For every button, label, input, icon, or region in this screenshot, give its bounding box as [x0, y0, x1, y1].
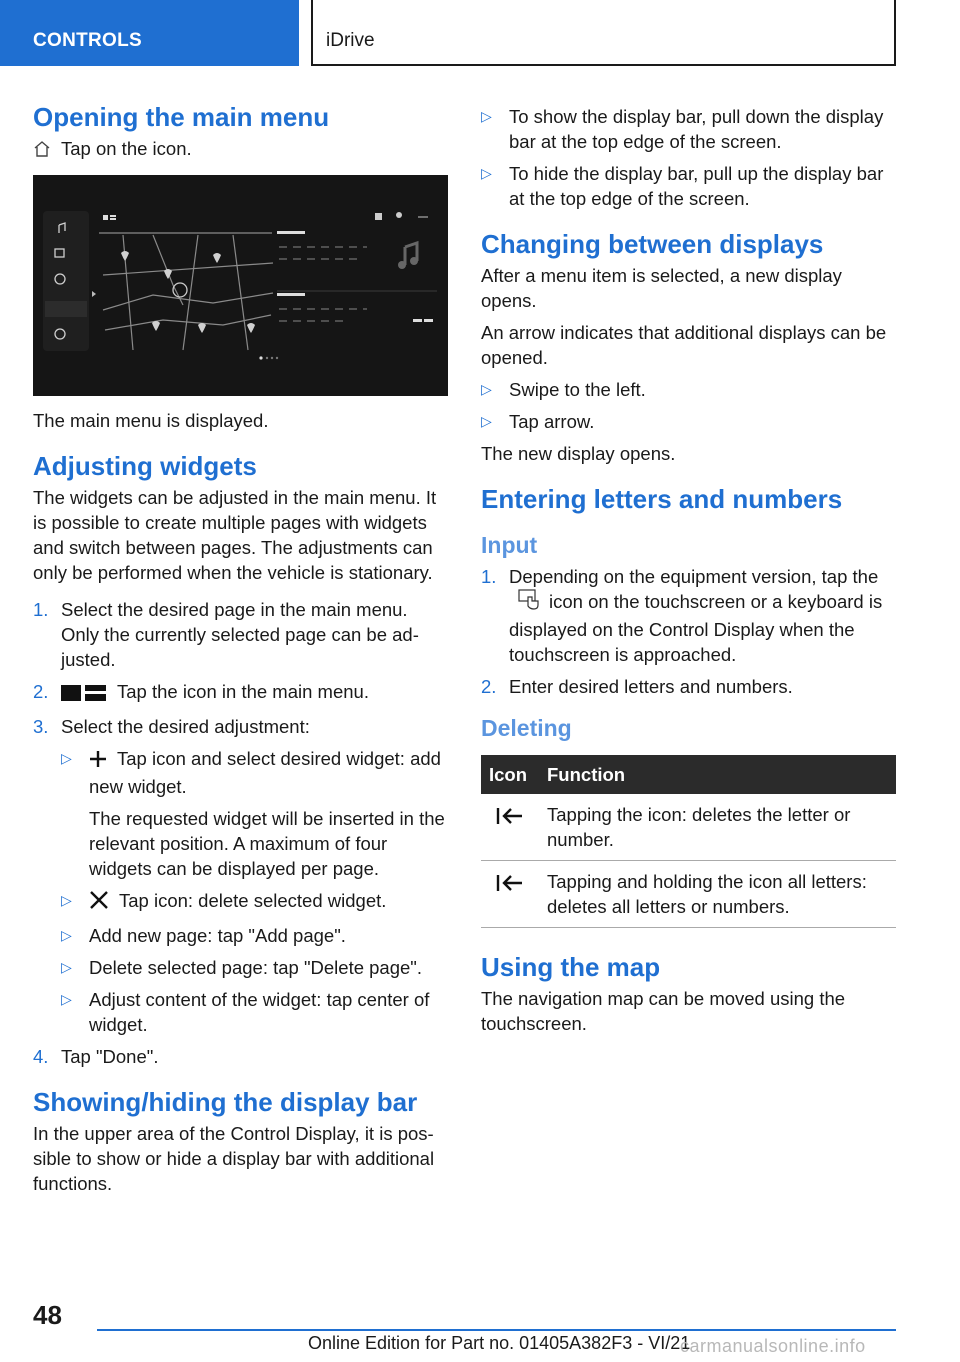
list-item: ▷ Tap icon and select desired widget: add new widget. The requested widget will be inserted in the relevant position. A maximum of four widgets can be displayed per page.: [61, 748, 445, 879]
list-item: 2. Tap the icon in the main menu.: [33, 679, 448, 707]
triangle-bullet-icon: ▷: [61, 991, 72, 1007]
main-menu-displayed-text: The main menu is displayed.: [33, 410, 269, 431]
touch-hand-icon: [517, 589, 541, 617]
list-item: ▷ Adjust content of the widget: tap center of widget.: [61, 989, 430, 1035]
heading-adjusting-widgets: Adjusting widgets: [33, 451, 257, 481]
widget-layout-icon: [61, 682, 107, 707]
section-title: CONTROLS: [33, 30, 143, 51]
chapter-title: iDrive: [326, 30, 375, 51]
triangle-bullet-icon: ▷: [61, 959, 72, 975]
list-item: 1. Select the desired page in the main menu. Only the currently selected page can be adjusted.: [33, 599, 419, 670]
heading-deleting: Deleting: [481, 715, 572, 741]
triangle-bullet-icon: ▷: [481, 413, 492, 429]
list-item: ▷ To hide the display bar, pull up the display bar at the top edge of the screen.: [481, 163, 884, 209]
backspace-icon: [495, 809, 525, 830]
footer-divider: [97, 1329, 896, 1331]
widgets-intro-text: The widgets can be adjusted in the main menu. It is possible to create multiple pages with widgets and switch between pages. The adjustments can only be performed when the vehicle is stationary.: [33, 487, 437, 583]
list-item: ▷ Delete selected page: tap "Delete page".: [61, 957, 422, 978]
display-bar-intro-text: In the upper area of the Control Display, it is possible to show or hide a display bar with additional functions.: [33, 1123, 435, 1194]
heading-changing-displays: Changing between displays: [481, 229, 824, 259]
plus-icon: [89, 749, 107, 774]
column-header-icon: Icon: [481, 755, 539, 794]
page-number: 48: [33, 1300, 62, 1330]
right-column: ▷ To show the display bar, pull down the display bar at the top edge of the screen. ▷ To hide the display bar, pull up the display bar at the top edge of the screen. Changing between displays After a menu item is selected, a new display opens. An arrow indicates that additional displays can be opened. ▷ Swipe to the left. ▷ Tap arrow. The new display opens. Entering letters and numbers Input 1. Depending on the equipment version, tap the icon on the touchscreen or a keyboard is displayed on the Control Display when the touchscreen is approached. 2. Enter desired letters and numbers. Deleting Icon Function Tapping the icon: deletes the letter or number. Tapping and holding the icon all letters: deletes all letters or numbers. Using the map The navigation map can be moved using the touchscreen.: [481, 104, 896, 1043]
triangle-bullet-icon: ▷: [61, 750, 72, 766]
heading-opening-main-menu: Opening the main menu: [33, 102, 330, 132]
table-row: Tapping and holding the icon all letters: deletes all letters or numbers.: [481, 861, 896, 928]
list-item: 1. Depending on the equipment version, tap the icon on the touchscreen or a keyboard is displayed on the Control Display when the touchscreen is approached.: [481, 566, 883, 665]
heading-entering-letters: Entering letters and numbers: [481, 484, 843, 514]
changing-displays-list: [481, 377, 896, 434]
list-item: ▷ Tap icon: delete selected widget.: [61, 888, 448, 916]
left-column: [33, 100, 448, 1203]
triangle-bullet-icon: ▷: [61, 927, 72, 943]
list-item: ▷ Swipe to the left.: [481, 379, 646, 400]
triangle-bullet-icon: ▷: [481, 108, 492, 124]
list-item: ▷ To show the display bar, pull down the display bar at the top edge of the screen.: [481, 106, 884, 152]
widget-steps-list: [33, 597, 448, 1069]
column-header-function: Function: [539, 755, 896, 794]
heading-using-map: Using the map: [481, 952, 661, 982]
input-steps-list: [481, 564, 896, 699]
watermark: carmanualsonline.info: [680, 1336, 866, 1356]
triangle-bullet-icon: ▷: [481, 381, 492, 397]
triangle-bullet-icon: ▷: [61, 892, 72, 908]
main-menu-screenshot: [33, 175, 448, 396]
section-tab: [0, 0, 299, 66]
heading-input: Input: [481, 532, 538, 558]
footer-edition: Online Edition for Part no. 01405A382F3 - VI/21: [308, 1333, 691, 1353]
tap-home-instruction: Tap on the icon.: [33, 136, 448, 161]
list-item: ▷ Tap arrow.: [481, 411, 595, 432]
list-item: 4. Tap "Done".: [33, 1046, 159, 1067]
chapter-tab: [311, 0, 896, 66]
triangle-bullet-icon: ▷: [481, 165, 492, 181]
heading-display-bar: Showing/hiding the display bar: [33, 1087, 418, 1117]
list-item: ▷ Add new page: tap "Add page".: [61, 925, 346, 946]
table-header-row: [481, 755, 896, 794]
adjustment-options-list: [61, 746, 448, 1037]
list-item: 2. Enter desired letters and numbers.: [481, 676, 793, 697]
deleting-function-table: [481, 755, 896, 928]
display-bar-list: [481, 104, 896, 211]
backspace-icon: [495, 876, 525, 897]
list-item: 3. Select the desired adjustment: ▷ Tap icon and select desired widget: add new widget. The requested widget will be inserted in the relevant position. A maximum of four widgets can be displayed per page. ▷ Tap icon: delete selected widget. ▷ Add new page: tap "Add page". ▷ Delete selected page: tap "Delete page". ▷ Adjust content of the widget: tap center of widget.: [33, 714, 448, 1037]
close-icon: [89, 890, 109, 916]
page-header: [0, 0, 960, 66]
home-icon: [33, 140, 61, 158]
table-row: Tapping the icon: deletes the letter or number.: [481, 794, 896, 861]
